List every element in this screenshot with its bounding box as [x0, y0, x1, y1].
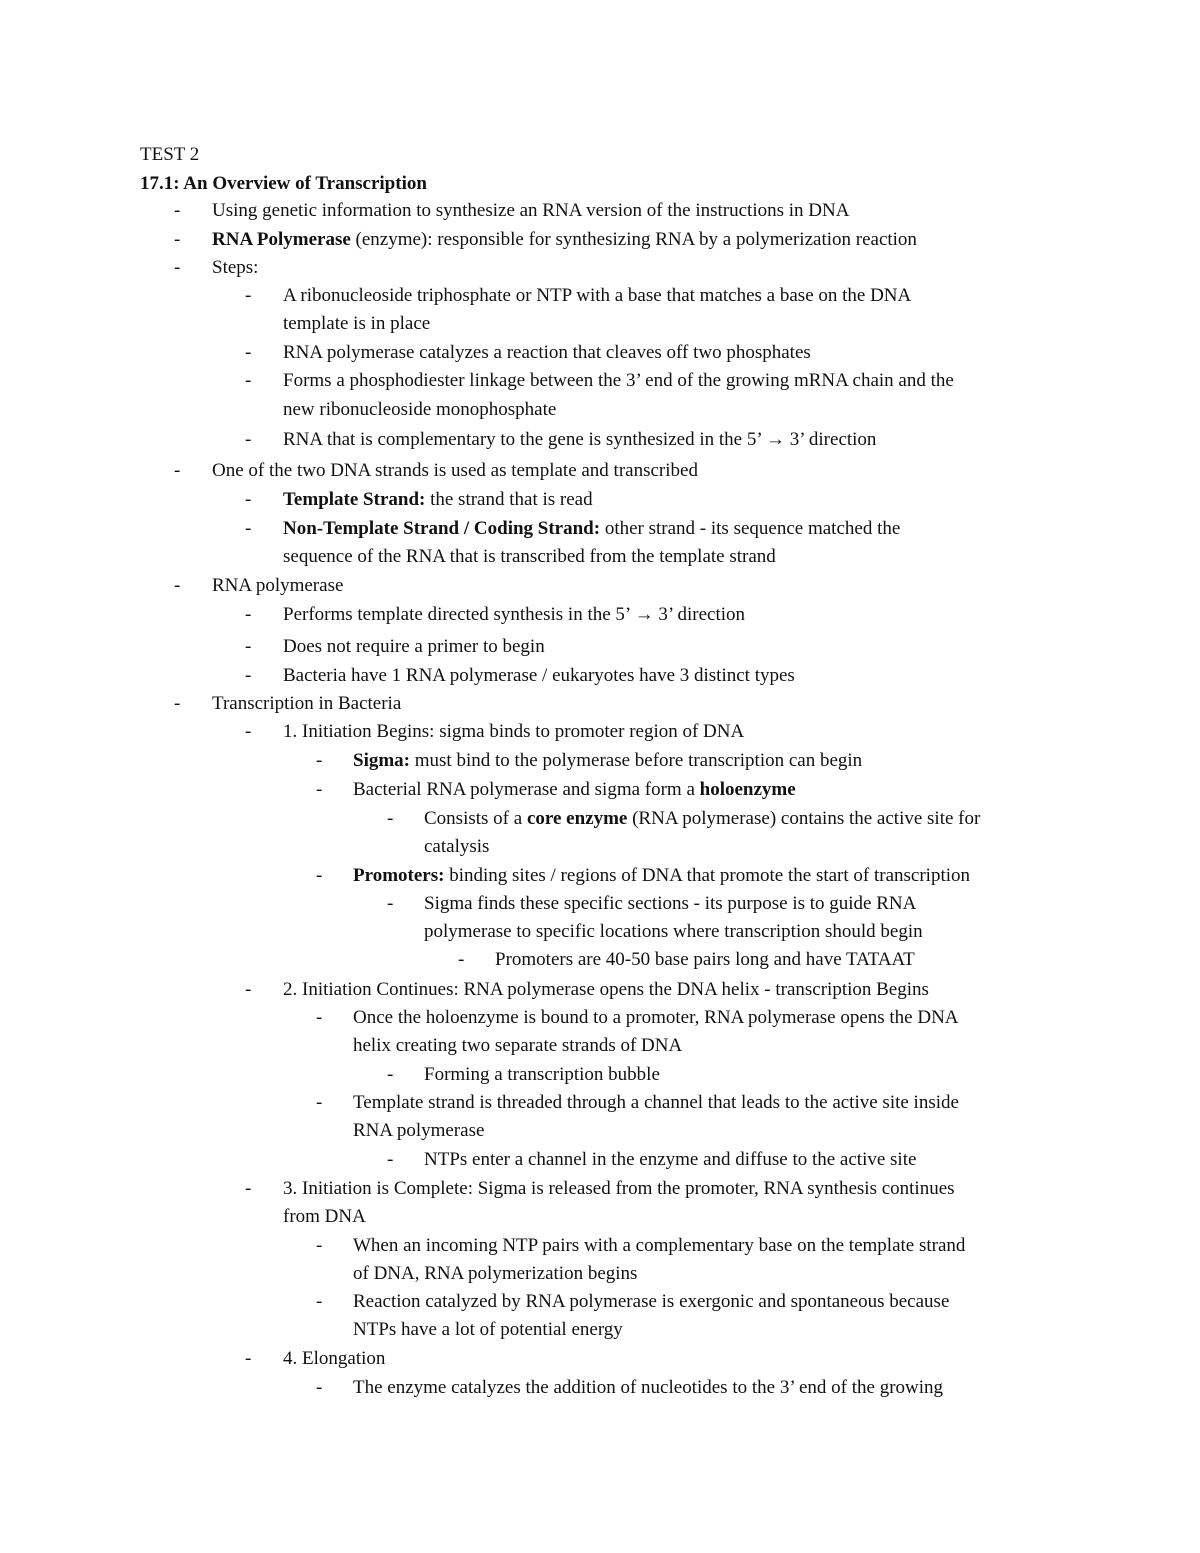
bullet-item-level-3: [353, 1378, 943, 1398]
bullet-text: Template strand is threaded through a channel that leads to the active site inside: [353, 1092, 959, 1113]
bullet-text: The enzyme catalyzes the addition of nucleotides to the 3’ end of the growing: [353, 1377, 944, 1398]
bullet-item-level-2: [283, 519, 900, 539]
bullet-item-level-2: [283, 430, 876, 450]
bold-term: core enzyme: [526, 808, 628, 829]
bold-term: Promoters:: [353, 865, 445, 886]
bullet-text: When an incoming NTP pairs with a complementary base on the template strand: [353, 1235, 966, 1256]
bullet-item-level-2: [283, 605, 745, 625]
bullet-text: Reaction catalyzed by RNA polymerase is exergonic and spontaneous because: [353, 1291, 950, 1312]
bullet-text: One of the two DNA strands is used as template and transcribed: [212, 460, 698, 481]
bullet-text: Bacterial RNA polymerase and sigma form a: [353, 779, 700, 800]
bold-term: RNA Polymerase: [212, 229, 351, 250]
bullet-item-level-4: [424, 1065, 660, 1085]
bullet-text: Forming a transcription bubble: [424, 1064, 660, 1085]
bullet-text: RNA polymerase catalyzes a reaction that cleaves off two phosphates: [283, 342, 811, 363]
bullet-dash: -: [387, 1149, 394, 1170]
bullet-dash: -: [174, 200, 181, 221]
bullet-item-level-3: [353, 1008, 959, 1028]
bullet-item-level-2: [283, 637, 545, 657]
bullet-text: RNA polymerase: [212, 575, 344, 596]
bullet-dash: -: [245, 342, 252, 363]
bullet-item-level-2: [283, 314, 430, 334]
bullet-dash: -: [174, 460, 181, 481]
bullet-dash: -: [245, 636, 252, 657]
bullet-text: of DNA, RNA polymerization begins: [353, 1263, 638, 1284]
bullet-item-level-1: [212, 230, 917, 250]
bullet-item-level-2: [283, 666, 795, 686]
bullet-dash: -: [245, 665, 252, 686]
bullet-dash: -: [387, 1064, 394, 1085]
section-heading: 17.1: An Overview of Transcription: [140, 173, 427, 194]
bullet-text: polymerase to specific locations where transcription should begin: [424, 921, 923, 942]
bullet-item-level-4: [424, 837, 489, 857]
bold-term: holoenzyme: [699, 779, 796, 800]
bullet-text: RNA that is complementary to the gene is synthesized in the 5’ → 3’ direction: [283, 429, 877, 450]
bullet-text: must bind to the polymerase before transcription can begin: [410, 750, 863, 771]
bullet-item-level-4: [424, 809, 980, 829]
bullet-item-level-2: [283, 980, 929, 1000]
bullet-dash: -: [245, 604, 252, 625]
bullet-dash: -: [245, 429, 252, 450]
bullet-text: NTPs enter a channel in the enzyme and diffuse to the active site: [424, 1149, 917, 1170]
bullet-text: Promoters are 40-50 base pairs long and have TATAAT: [495, 949, 915, 970]
bullet-text: 1. Initiation Begins: sigma binds to promoter region of DNA: [283, 721, 745, 742]
bullet-item-level-3: [353, 1121, 484, 1141]
bullet-text: sequence of the RNA that is transcribed from the template strand: [283, 546, 776, 567]
bullet-dash: -: [316, 1291, 323, 1312]
bullet-text: Using genetic information to synthesize an RNA version of the instructions in DNA: [212, 200, 850, 221]
bullet-dash: -: [174, 575, 181, 596]
bullet-text: 3. Initiation is Complete: Sigma is released from the promoter, RNA synthesis continues: [283, 1178, 955, 1199]
document-title: TEST 2: [140, 144, 200, 165]
bullet-dash: -: [316, 779, 323, 800]
bullet-item-level-1: [212, 694, 401, 714]
bullet-dash: -: [316, 865, 323, 886]
bullet-item-level-3: [353, 780, 796, 800]
bullet-text: 2. Initiation Continues: RNA polymerase opens the DNA helix - transcription Begins: [283, 979, 929, 1000]
bullet-text: Performs template directed synthesis in the 5’ → 3’ direction: [283, 604, 746, 625]
bullet-text: catalysis: [424, 836, 490, 857]
bullet-dash: -: [316, 1007, 323, 1028]
bullet-item-level-3: [353, 1292, 949, 1312]
bullet-item-level-3: [353, 1236, 965, 1256]
bullet-item-level-1: [212, 201, 849, 221]
bullet-text: the strand that is read: [425, 489, 593, 510]
bullet-item-level-3: [353, 866, 970, 886]
bullet-dash: -: [245, 518, 252, 539]
bullet-item-level-2: [283, 490, 593, 510]
bullet-text: new ribonucleoside monophosphate: [283, 399, 557, 420]
bullet-item-level-1: [212, 576, 343, 596]
bullet-text: Transcription in Bacteria: [212, 693, 402, 714]
bold-term: Template Strand:: [283, 489, 426, 510]
bullet-item-level-5: [495, 950, 915, 970]
bullet-text: Forms a phosphodiester linkage between the 3’ end of the growing mRNA chain and the: [283, 370, 954, 391]
bullet-text: Bacteria have 1 RNA polymerase / eukaryotes have 3 distinct types: [283, 665, 795, 686]
bullet-item-level-3: [353, 751, 862, 771]
bullet-text: helix creating two separate strands of DNA: [353, 1035, 683, 1056]
bullet-item-level-2: [283, 722, 744, 742]
bullet-item-level-4: [424, 1150, 916, 1170]
bullet-item-level-4: [424, 894, 916, 914]
bullet-item-level-2: [283, 547, 776, 567]
bullet-dash: -: [245, 370, 252, 391]
bullet-text: Does not require a primer to begin: [283, 636, 545, 657]
bullet-dash: -: [245, 721, 252, 742]
bullet-text: Sigma finds these specific sections - its purpose is to guide RNA: [424, 893, 917, 914]
bullet-text: Consists of a: [424, 808, 527, 829]
bullet-dash: -: [316, 750, 323, 771]
bullet-dash: -: [316, 1092, 323, 1113]
bullet-dash: -: [245, 979, 252, 1000]
bullet-item-level-2: [283, 343, 811, 363]
bullet-item-level-2: [283, 400, 556, 420]
bullet-dash: -: [245, 285, 252, 306]
bullet-text: NTPs have a lot of potential energy: [353, 1319, 623, 1340]
bullet-dash: -: [174, 257, 181, 278]
bullet-item-level-3: [353, 1036, 682, 1056]
bullet-dash: -: [316, 1235, 323, 1256]
bullet-text: A ribonucleoside triphosphate or NTP with a base that matches a base on the DNA: [283, 285, 912, 306]
bullet-text: from DNA: [283, 1206, 366, 1227]
bullet-dash: -: [174, 693, 181, 714]
bullet-dash: -: [316, 1377, 323, 1398]
bullet-text: other strand - its sequence matched the: [600, 518, 901, 539]
bullet-item-level-2: [283, 286, 911, 306]
bullet-item-level-3: [353, 1264, 637, 1284]
bullet-dash: -: [458, 949, 465, 970]
bullet-text: (enzyme): responsible for synthesizing RNA by a polymerization reaction: [350, 229, 917, 250]
bullet-text: 4. Elongation: [283, 1348, 386, 1369]
bullet-dash: -: [174, 229, 181, 250]
bullet-item-level-3: [353, 1320, 623, 1340]
bullet-item-level-1: [212, 258, 258, 278]
bullet-dash: -: [245, 1178, 252, 1199]
bullet-item-level-2: [283, 1179, 955, 1199]
bullet-item-level-4: [424, 922, 923, 942]
bullet-text: (RNA polymerase) contains the active site for: [627, 808, 981, 829]
bullet-dash: -: [245, 489, 252, 510]
bullet-dash: -: [245, 1348, 252, 1369]
bullet-item-level-2: [283, 1349, 385, 1369]
bold-term: Sigma:: [353, 750, 410, 771]
bullet-text: Once the holoenzyme is bound to a promoter, RNA polymerase opens the DNA: [353, 1007, 959, 1028]
bullet-dash: -: [387, 893, 394, 914]
bullet-text: RNA polymerase: [353, 1120, 485, 1141]
bullet-item-level-2: [283, 371, 954, 391]
bullet-item-level-2: [283, 1207, 366, 1227]
bullet-text: template is in place: [283, 313, 431, 334]
bullet-dash: -: [387, 808, 394, 829]
bullet-text: Steps:: [212, 257, 259, 278]
bold-term: Non-Template Strand / Coding Strand:: [283, 518, 601, 539]
bullet-text: binding sites / regions of DNA that promote the start of transcription: [444, 865, 971, 886]
bullet-item-level-3: [353, 1093, 959, 1113]
bullet-item-level-1: [212, 461, 698, 481]
